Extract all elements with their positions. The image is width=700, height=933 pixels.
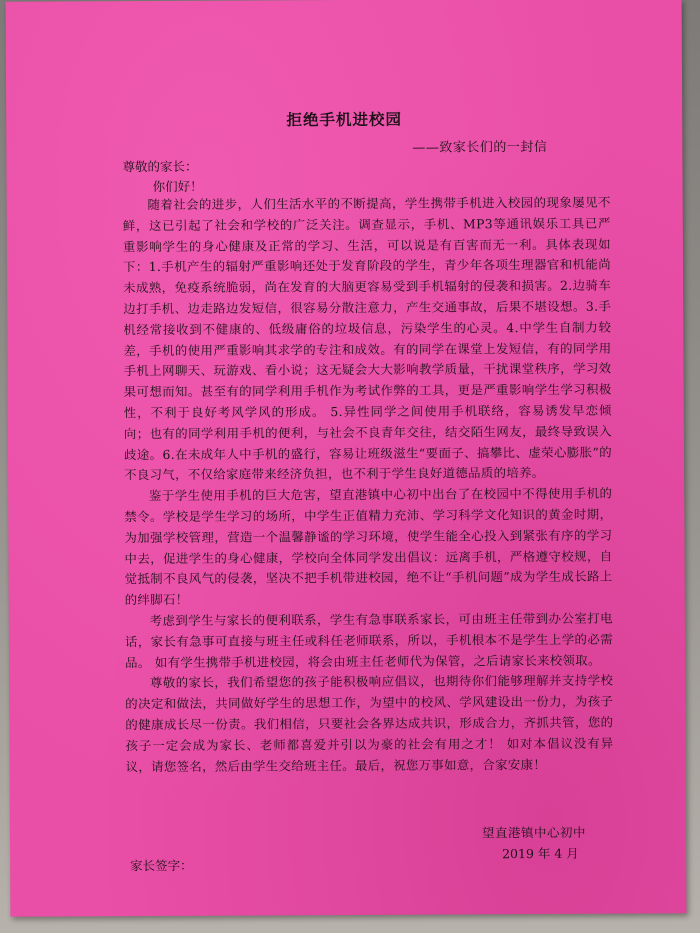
letter-date: 2019 年 4 月 — [502, 845, 579, 862]
letter-subtitle: ——致家长们的一封信 — [412, 139, 548, 156]
paragraph-school-ban: 鉴于学生使用手机的巨大危害，望直港镇中心初中出台了在校园中不得使用手机的禁令。学校是学生学习的场所，中学生正值精力充沛、学习科学文化知识的黄金时期，为加强学校管理，营造一个温馨静谧的学习环境，使学生能全心投入到紧张有序的学习中去，促进学生的身心健康，学校向全体同学发出倡议：远离手机，严格遵守校规，自觉抵制不良风气的侵袭，坚决不把手机带进校园，绝不让“手机问题”成为学生成长路上的绊脚石！ — [124, 485, 613, 608]
letter-title: 拒绝手机进校园 — [286, 110, 403, 130]
parent-signature-label: 家长签字： — [130, 857, 193, 874]
salutation: 尊敬的家长： — [122, 158, 198, 175]
paragraph-contact: 考虑到学生与家长的便利联系，学生有急事联系家长，可由班主任带到办公室打电话，家长有急事可直接与班主任或科任老师联系，所以，手机根本不是学生上学的必需品。 如有学生携带手机进校园，将会由班主任老师代为保管，之后请家长来校领取。 — [124, 610, 613, 670]
paragraph-hazards: 随着社会的进步，人们生活水平的不断提高，学生携带手机进入校园的现象屡见不鲜，这已引起了社会和学校的广泛关注。调查显示，手机、MP3等通讯娱乐工具已严重影响学生的身心健康及正常的学习、生活，可以说是有百害而无一利。具体表现如下：1.手机产生的辐射严重影响还处于发育阶段的学生，青少年各项生理器官和机能尚未成熟，免疫系统脆弱，尚在发育的大脑更容易受到手机辐射的侵袭和损害。2.边骑车边打手机、边走路边发短信，很容易分散注意力，产生交通事故，后果不堪设想。3.手机经常接收到不健康的、低级庸俗的垃圾信息，污染学生的心灵。4.中学生自制力较差，手机的使用严重影响其求学的专注和成效。有的同学在课堂上发短信，有的同学用手机上网聊天、玩游戏、看小说；这无疑会大大影响教学质量，干扰课堂秩序，学习效果可想而知。甚至有的同学利用手机作为考试作弊的工具，更是严重影响学生学习积极性，不利于良好考风学风的形成。 5.异性同学之间使用手机联络，容易诱发早恋倾向；也有的同学利用手机的便利，与社会不良青年交往，结交陌生网友，最终导致误入歧途。6.在未成年人中手机的盛行，容易让班级滋生“要面子、搞攀比、虚荣心膨胀”的不良习气，不仅给家庭带来经济负担，也不利于学生良好道德品质的培养。 — [122, 194, 613, 483]
letter-sheet — [6, 0, 687, 917]
school-signature: 望直港镇中心初中 — [481, 824, 587, 841]
greeting: 你们好！ — [152, 178, 203, 195]
paragraph-closing: 尊敬的家长，我们希望您的孩子能积极响应倡议，也期待你们能够理解并支持学校的决定和做法，共同做好学生的思想工作，为望中的校风、学风建设出一份力，为孩子的健康成长尽一份责。我们相信，只要社会各界达成共识，形成合力，齐抓共管，您的孩子一定会成为家长、老师都喜爱并引以为豪的社会有用之才！ 如对本倡议没有异议，请您签名，然后由学生交给班主任。最后，祝您万事如意，合家安康！ — [125, 672, 614, 774]
letter-body — [123, 193, 614, 778]
